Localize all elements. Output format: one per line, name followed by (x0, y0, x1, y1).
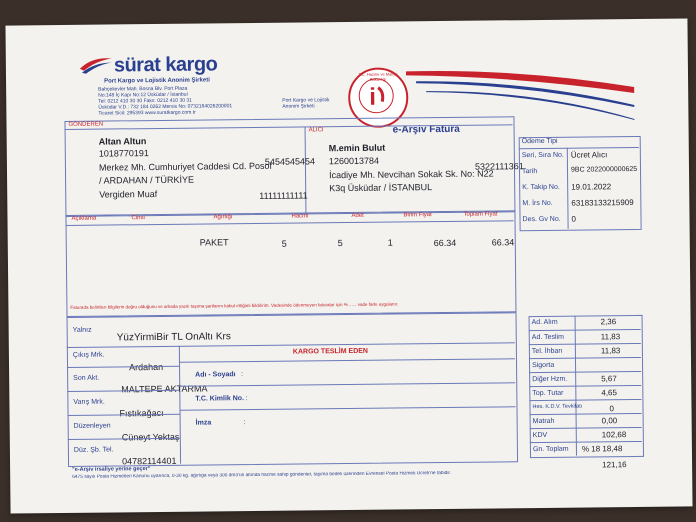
varis-value: Fıstıkağacı (119, 407, 164, 419)
sender-extra: 11111111111 (259, 190, 308, 201)
brand-name: sürat kargo (113, 53, 218, 77)
sender-address-2: / ARDAHAN / TÜRKİYE (99, 174, 194, 186)
company-address: Bahçelievler Mah. Bosna Blv. Port Plaza No:148 İç Kapı No:12 Üsküdar / İstanbul Tel: 0212 410 30 30 Faks: 0212 410 30 31 Üsküdar V.D.: 732 184 0262 Mersis No: 0732184026200001 Ticaret Sicil: 295393 www.suratkargo.com.tr (98, 85, 233, 117)
totals-rows: Ad. Alım 2,36 Ad. Teslim 11,83 Tel. İhbarı 11,83 Sigorta Diğer Hzm. 5,67 Top. Tutar 4,65 Hes. K.D.V. Tevkifatı 0 Matrah 0,00 KDV 102,68 Gn. Toplam % 18 18,48 (529, 315, 642, 456)
terms-warning: Faturada belirtilen bilgilerin doğru olduğunu ve arkada yazılı taşıma şartlarını kabul ettiğimi bildiririm. Vadesinde ödenmeyen faturalar için % ...... vade farkı uygulanır. (70, 301, 399, 310)
imza-label: İmza (195, 419, 212, 427)
small-company-name: Port Kargo ve Lojistik Anonim Şirketi (282, 97, 330, 110)
items-header-row: Açıklama Cinsi Ağırlığı Hacmi Adet Birim Fiyat Toplam Fiyat (71, 211, 498, 222)
svg-text:i: i (369, 83, 377, 111)
cikis-label: Çıkış Mrk. (72, 351, 105, 359)
doc-title: e-Arşiv Fatura (392, 123, 460, 136)
receiver-id: 1260013784 (328, 155, 380, 167)
yalniz-value: YüzYirmiBir TL OnAltı Krs (116, 331, 231, 344)
footer-note-1: "e-Arşiv irsaliye yerine geçer" (72, 466, 151, 473)
payment-type-title: Ödeme Tipi (521, 137, 558, 146)
invoice-paper: sürat kargo Port Kargo ve Lojistik Anonim Şirketi Bahçelievler Mah. Bosna Blv. Port Plaza No:148 İç Kapı No:12 Üsküdar / İstanbul Tel: 0212 410 30 30 Faks: 0212 410 30 31 Üsküdar V.D.: 732 184 0262 Mersis No: 0732184026200001 Ticaret Sicil: 295393 www.suratkargo.com.tr Port Kargo ve Lojistik Anonim Şirketi i T.C. Hazine ve Maliye Bakanlığı e-Arşiv Fatura GÖNDEREN ALICI Altan Altun 1018770191 Merkez Mh. Cumhuriyet Caddesi Cd. Posof / ARDAHAN / TÜRKİYE Vergiden Muaf 5454545454 11111111111 M.emin Bulut 1260013784 İcadiye Mh. Nevcihan Sokak Sk. No: N22 K3q Üsküdar / İSTANBUL 5322111361 Ödeme Tipi Seri, Sıra No. Ücret Alıcı Tarih 9BC 2022000000625 K. Takip No. 19.01.2022 M. İrs No. 63183133215909 Des. Gv No. 0 Açıklama Cinsi Ağırlığı Hacmi Adet Birim Fiyat Toplam Fiyat PAKET 5 5 1 66.34 66.34 Faturada belirtilen bilgilerin doğru olduğunu ve arkada yazılı taşıma şartlarını kabul ettiğimi bildiririm. Vadesinde ödenmeyen faturalar için % ...... vade farkı uygulanır. Yalnız YüzYirmiBir TL OnAltı Krs Çıkış Mrk. Ardahan Son Akt. MALTEPE AKTARMA Varış Mrk. Fıstıkağacı Düzenleyen Cüneyt Yektaş Düz. Şb. Tel. 04782114401 KARGO TESLİM EDEN Adı - Soyadı : T.C. Kimlik No. : İmza : Ad. Alım 2,36 Ad. Teslim 11,83 Tel. İhbarı 11,83 Sigorta Diğer Hzm. 5,67 Top. Tutar 4,65 Hes. K.D.V. Tevkifatı 0 Matrah 0,00 KDV 102,68 Gn. Toplam % 18 18,48 121,16 "e-Arşiv irsaliye yerine geçer" 6475 sayılı Posta Hizmetleri Kanunu uyarınca, 0-30 kg. ağırlığa veya 300 dm3'ün altında hacme sahip gönderiler, taşıma bedeli üzerinden Evrensel Posta Hizmeti Ücreti'ne tabidir. (5, 18, 692, 513)
receiver-phone: 5322111361 (474, 161, 524, 172)
tc-kimlik-label: T.C. Kimlik No. (195, 395, 245, 403)
receiver-name: M.emin Bulut (328, 142, 386, 154)
table-row: PAKET 5 5 1 66.34 66.34 (199, 237, 515, 249)
teslim-title: KARGO TESLİM EDEN (292, 347, 368, 356)
duz-tel-value: 04782114401 (121, 455, 177, 467)
sender-phone: 5454545454 (264, 156, 316, 167)
sender-id: 1018770191 (98, 148, 149, 159)
duz-tel-label: Düz. Şb. Tel. (73, 446, 114, 454)
son-akt-value: MALTEPE AKTARMA (121, 383, 208, 395)
duzenleyen-value: Cüneyt Yektaş (121, 431, 180, 443)
duzenleyen-label: Düzenleyen (73, 422, 111, 430)
sender-address-1: Merkez Mh. Cumhuriyet Caddesi Cd. Posof (98, 160, 273, 173)
footer-note-2: 6475 sayılı Posta Hizmetleri Kanunu uyarınca, 0-30 kg. ağırlığa veya 300 dm3'ün altında hacme sahip gönderiler, taşıma bedeli üzerinden Evrensel Posta Hizmeti Ücreti'ne tabidir. (72, 470, 452, 480)
grand-total: 121,16 (602, 460, 627, 470)
sender-tax: Vergiden Muaf (99, 189, 158, 200)
invoice-info-rows: Seri, Sıra No. Ücret Alıcı Tarih 9BC 2022000000625 K. Takip No. 19.01.2022 M. İrs No. 63183133215909 Des. Gv No. 0 (521, 150, 638, 224)
cikis-value: Ardahan (128, 361, 164, 373)
sender-name: Altan Altun (98, 136, 147, 147)
varis-label: Varış Mrk. (73, 398, 105, 406)
surat-swoosh-logo (78, 54, 114, 74)
sender-label: GÖNDEREN (68, 121, 104, 128)
ad-soyad-label: Adı - Soyadı (195, 371, 236, 379)
son-akt-label: Son Akt. (73, 374, 100, 382)
ministry-seal: i T.C. Hazine ve Maliye Bakanlığı (348, 67, 409, 128)
receiver-address-2: K3q Üsküdar / İSTANBUL (329, 182, 433, 194)
receiver-address-1: İcadiye Mh. Nevcihan Sokak Sk. No: N22 (328, 168, 494, 181)
yalniz-label: Yalnız (72, 326, 92, 334)
receiver-label: ALICI (308, 127, 324, 134)
company-name: Port Kargo ve Lojistik Anonim Şirketi (104, 77, 210, 85)
